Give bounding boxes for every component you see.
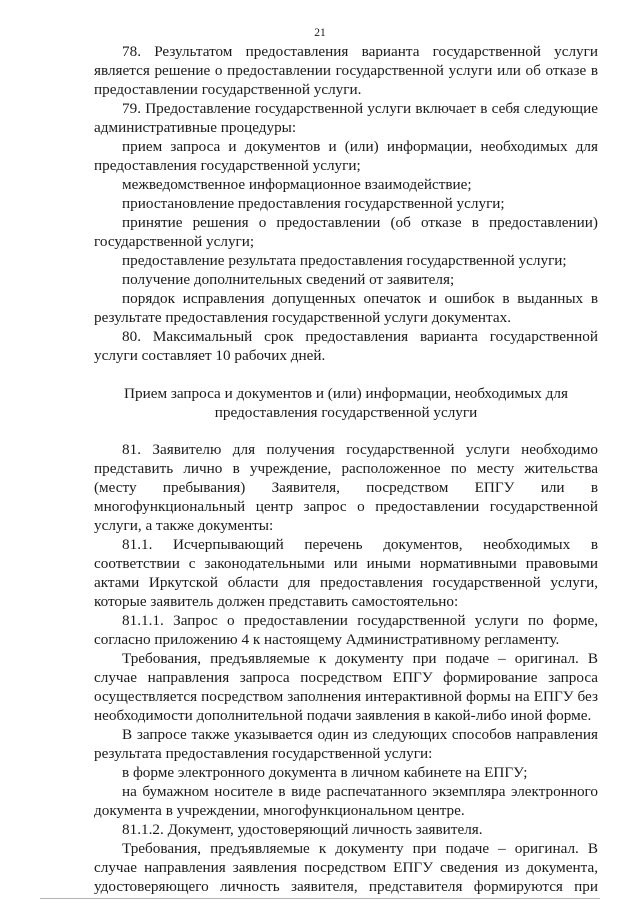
- procedure-item: получение дополнительных сведений от заявителя;: [122, 271, 455, 288]
- paragraph-79: 79. Предоставление государственной услуги включает в себя следующие административные процедуры:: [94, 100, 598, 136]
- procedure-item: прием запроса и документов и (или) информации, необходимых для предоставления государственной услуги;: [94, 138, 598, 174]
- procedure-item: порядок исправления допущенных опечаток и ошибок в выданных в результате предоставления государственной услуги документах.: [94, 290, 598, 326]
- scan-edge-line: [40, 898, 600, 899]
- document-body: [94, 42, 598, 896]
- paragraph-81: 81. Заявителю для получения государственной услуги необходимо представить лично в учреждение, расположенное по месту жительства (месту пребывания) Заявителя, посредством ЕПГУ или в многофункциональный центр запрос о предоставлении государственной услуги, а также документы:: [94, 441, 598, 534]
- paragraph-81-1: 81.1. Исчерпывающий перечень документов, необходимых в соответствии с законодательными или иными нормативными правовыми актами Иркутской области для предоставления государственной услуги, которые заявитель должен представить самостоятельно:: [94, 536, 598, 610]
- delivery-method-paragraph: В запросе также указывается один из следующих способов направления результата предоставления государственной услуги:: [94, 726, 598, 762]
- paragraph-78: 78. Результатом предоставления варианта государственной услуги является решение о предоставлении государственной услуги или об отказе в предоставлении государственной услуги.: [94, 43, 598, 98]
- procedure-item: предоставление результата предоставления государственной услуги;: [122, 252, 567, 269]
- requirements-paragraph: Требования, предъявляемые к документу при подаче – оригинал. В случае направления запроса посредством ЕПГУ формирование запроса осуществляется посредством заполнения интерактивной формы на ЕПГУ без необходимости дополнительной подачи заявления в какой-либо иной форме.: [94, 650, 598, 724]
- paragraph-81-1-2: 81.1.2. Документ, удостоверяющий личность заявителя.: [122, 821, 483, 838]
- delivery-method-item: на бумажном носителе в виде распечатанного экземпляра электронного документа в учреждении, многофункциональном центре.: [94, 783, 598, 819]
- paragraph-80: 80. Максимальный срок предоставления варианта государственной услуги составляет 10 рабочих дней.: [94, 328, 598, 364]
- requirements-paragraph: Требования, предъявляемые к документу при подаче – оригинал. В случае направления заявления посредством ЕПГУ сведения из документа, удостоверяющего личность заявителя, представителя формируются при: [94, 840, 598, 895]
- delivery-method-item: в форме электронного документа в личном кабинете на ЕПГУ;: [122, 764, 528, 781]
- procedure-item: приостановление предоставления государственной услуги;: [122, 195, 505, 212]
- page-number: 21: [314, 27, 326, 39]
- section-heading: Прием запроса и документов и (или) информации, необходимых для предоставления государственной услуги: [124, 385, 568, 421]
- procedure-item: принятие решения о предоставлении (об отказе в предоставлении) государственной услуги;: [94, 214, 598, 250]
- paragraph-81-1-1: 81.1.1. Запрос о предоставлении государственной услуги по форме, согласно приложению 4 к настоящему Административному регламенту.: [94, 612, 598, 648]
- procedure-item: межведомственное информационное взаимодействие;: [122, 176, 472, 193]
